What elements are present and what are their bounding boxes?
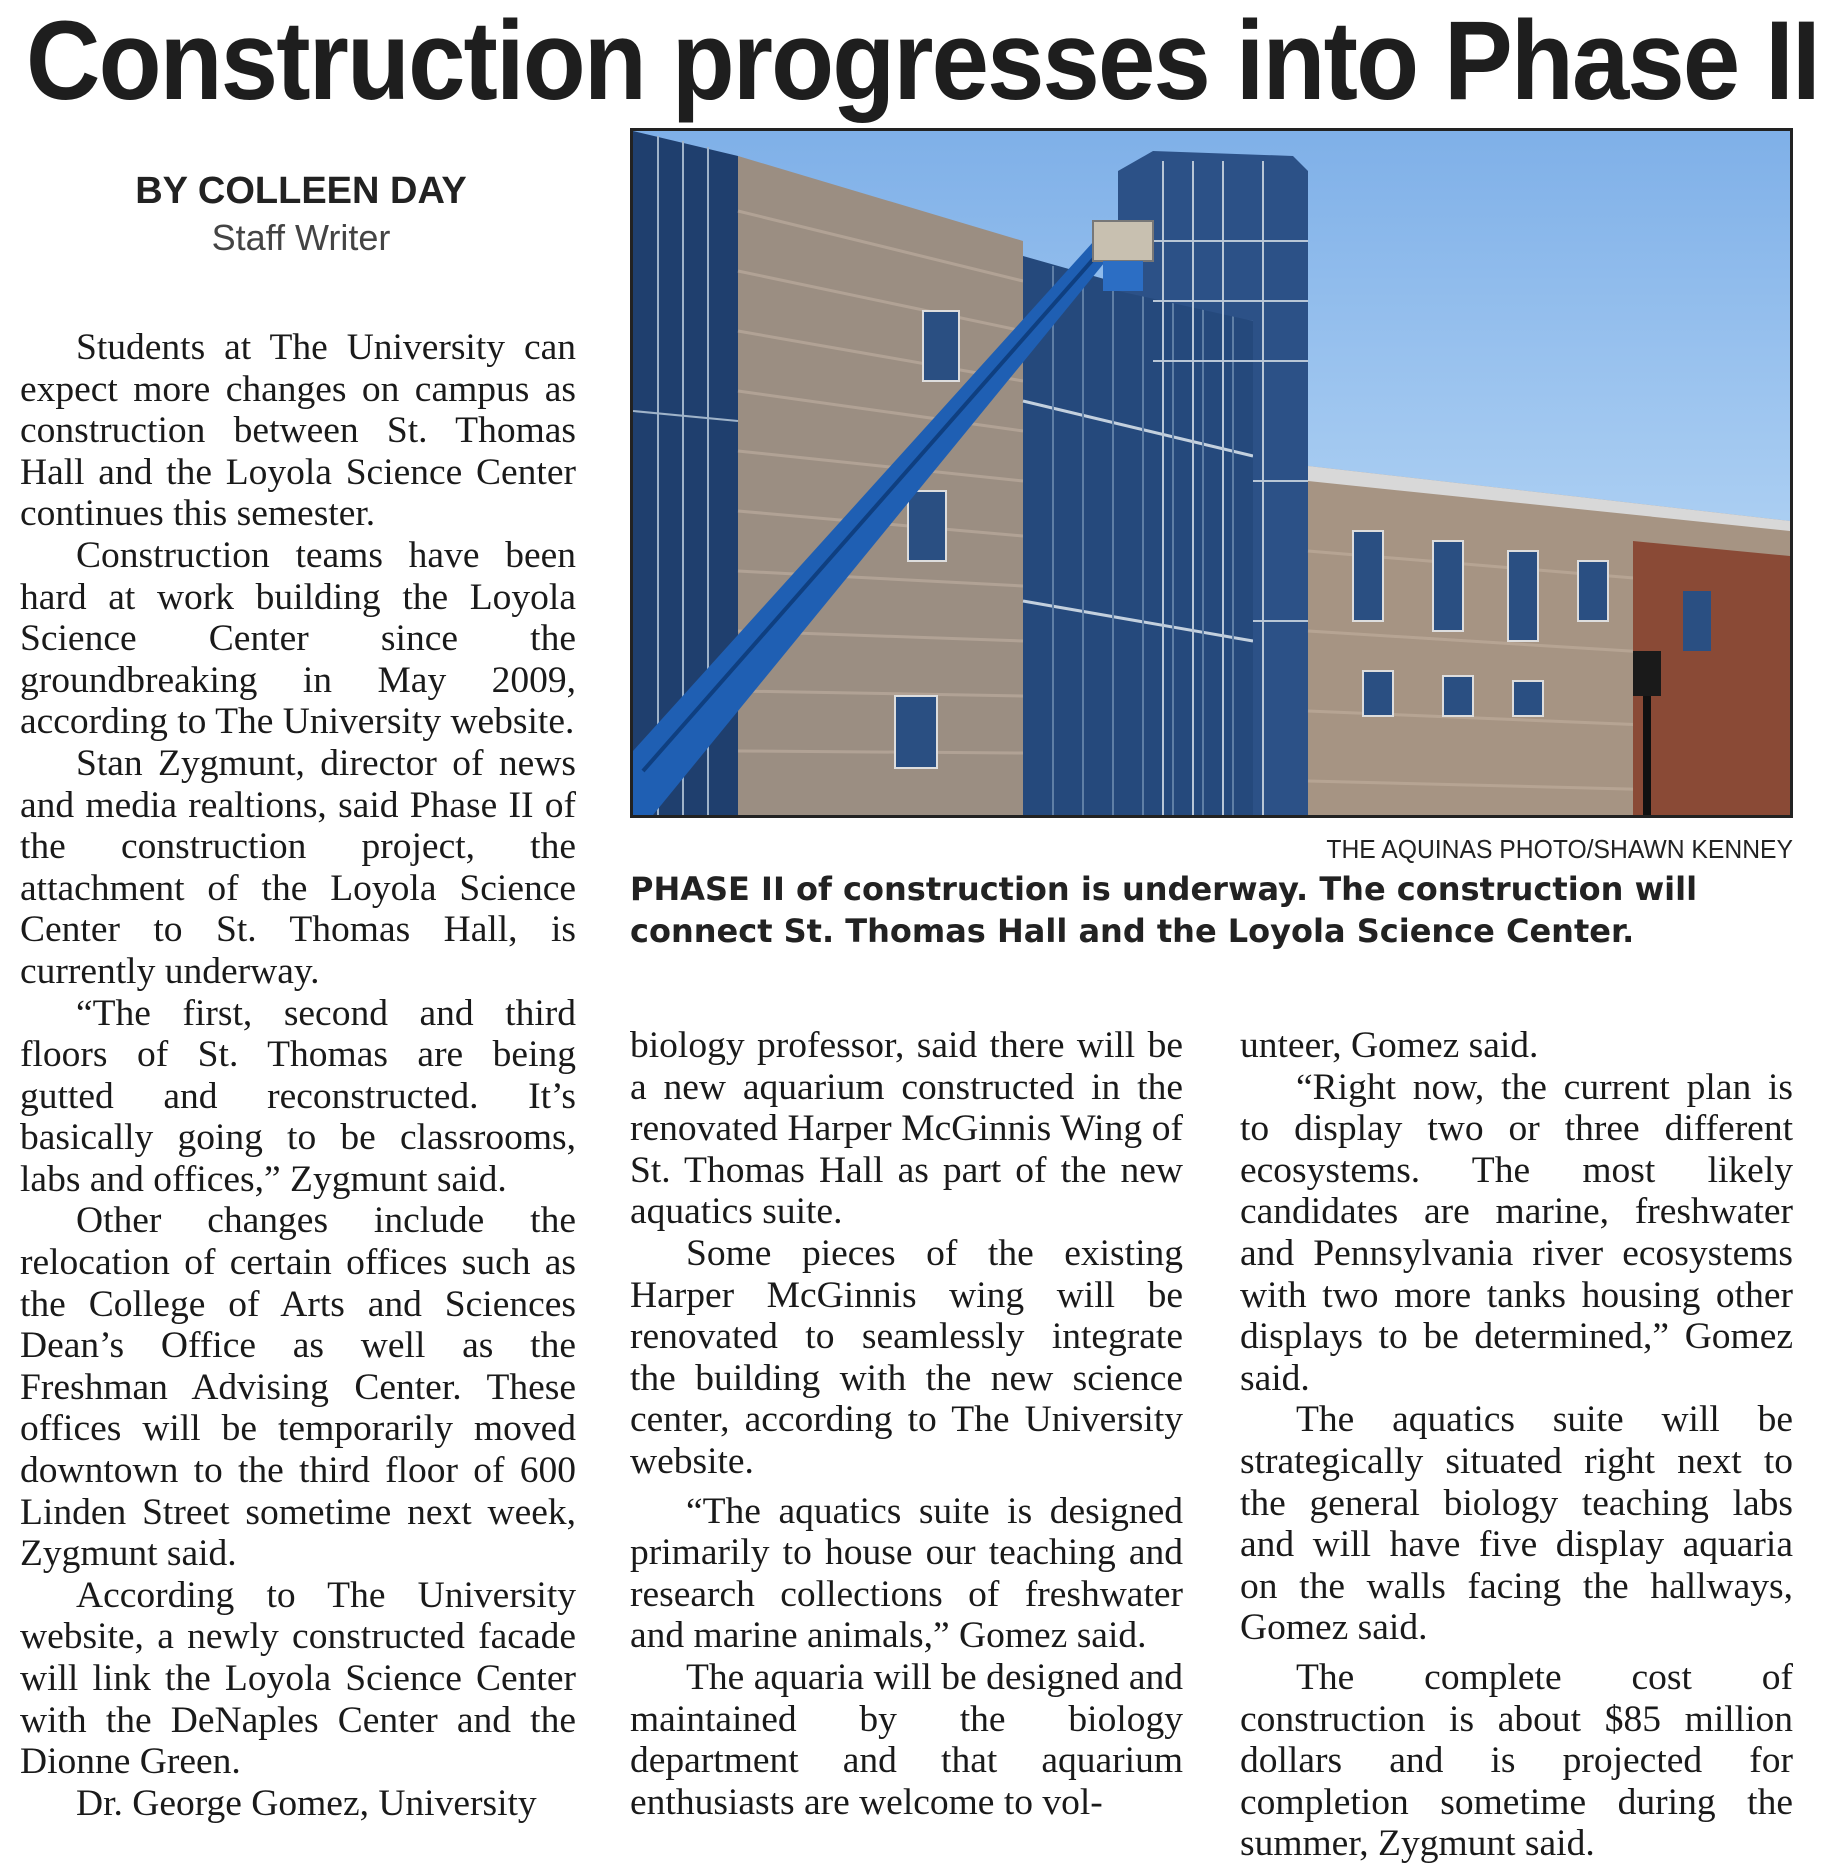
- paragraph: Stan Zygmunt, director of news and media realtions, said Phase II of the construction project, the attachment of the Loyola Science Center to St. Thomas Hall, is currently underway.: [20, 742, 576, 992]
- byline-author: BY COLLEEN DAY: [135, 170, 467, 212]
- article-column-2: [630, 1025, 1183, 1823]
- paragraph: “The aquatics suite is designed primarily to house our teaching and research collections of freshwater and marine animals,” Gomez said.: [630, 1490, 1183, 1657]
- paragraph: biology professor, said there will be a new aquarium constructed in the renovated Harper McGinnis Wing of St. Thomas Hall as part of the new aquatics suite.: [630, 1025, 1183, 1233]
- paragraph: According to The University website, a newly constructed facade will link the Loyola Science Center with the DeNaples Center and the Dionne Green.: [20, 1574, 576, 1783]
- paragraph: “The first, second and third floors of St. Thomas are being gutted and reconstructed. It’s basically going to be classrooms, labs and offices,” Zygmunt said.: [20, 992, 576, 1200]
- article-column-3: [1240, 1025, 1793, 1865]
- construction-photo: [630, 128, 1793, 818]
- paragraph: Other changes include the relocation of certain offices such as the College of Arts and Sciences Dean’s Office as well as the Freshman Advising Center. These offices will be temporarily moved downtown to the third floor of 600 Linden Street sometime next week, Zygmunt said.: [20, 1200, 576, 1575]
- byline: [20, 168, 582, 262]
- paragraph: Construction teams have been hard at work building the Loyola Science Center since the groundbreaking in May 2009, according to The University website.: [20, 534, 576, 743]
- byline-role: Staff Writer: [211, 217, 391, 258]
- paragraph: Dr. George Gomez, University: [76, 1782, 537, 1824]
- paragraph: “Right now, the current plan is to display two or three different ecosystems. The most likely candidates are marine, freshwater and Pennsylvania river ecosystems with two more tanks housing other displays to be determined,” Gomez said.: [1240, 1066, 1793, 1399]
- building-illustration: [633, 131, 1790, 815]
- paragraph: unteer, Gomez said.: [1240, 1025, 1539, 1066]
- paragraph: The complete cost of construction is about $85 million dollars and is projected for completion sometime during the summer, Zygmunt said.: [1240, 1656, 1793, 1865]
- paragraph: Students at The University can expect more changes on campus as construction between St. Thomas Hall and the Loyola Science Center continues this semester.: [20, 327, 576, 535]
- paragraph: The aquaria will be designed and maintained by the biology department and that aquarium enthusiasts are welcome to vol-: [630, 1656, 1183, 1823]
- headline: Construction progresses into Phase II: [26, 0, 1819, 123]
- article-column-1: [20, 327, 576, 1824]
- paragraph: The aquatics suite will be strategically situated right next to the general biology teaching labs and will have five display aquaria on the walls facing the hallways, Gomez said.: [1240, 1399, 1793, 1649]
- paragraph: Some pieces of the existing Harper McGinnis wing will be renovated to seamlessly integrate the building with the new science center, according to The University website.: [630, 1232, 1183, 1482]
- photo-caption: PHASE II of construction is underway. The construction will connect St. Thomas Hall and the Loyola Science Center.: [630, 870, 1698, 950]
- photo-credit: THE AQUINAS PHOTO/SHAWN KENNEY: [1326, 834, 1793, 864]
